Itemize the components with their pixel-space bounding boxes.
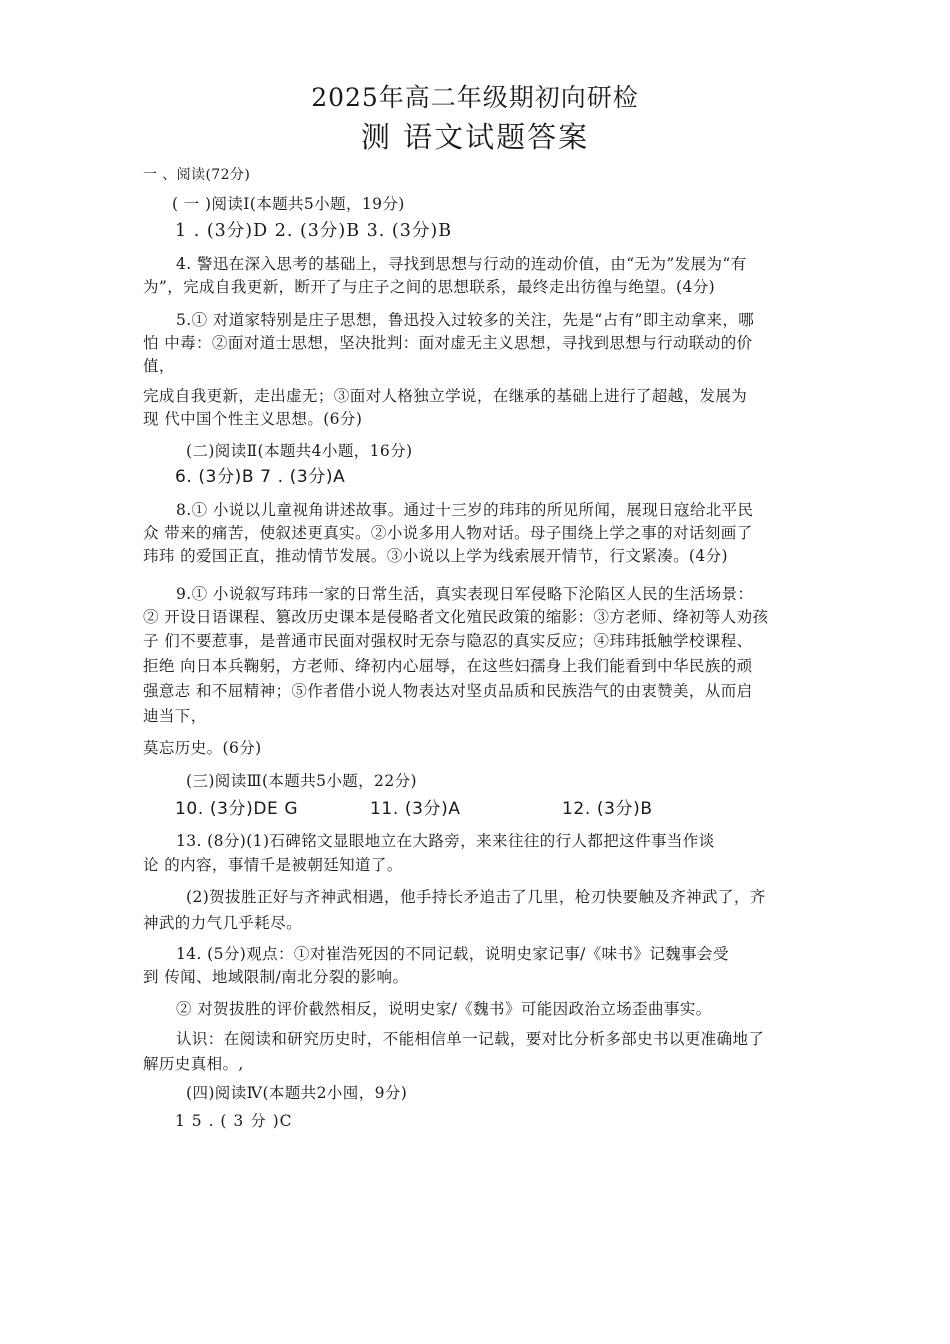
reading3-header: (三)阅读Ⅲ(本题共5小题，22分) — [186, 772, 417, 790]
q14-line-5: 解历史真相。, — [143, 1055, 244, 1073]
q8-line-1: 8.① 小说以儿童视角讲述故事。通过十三岁的玮玮的所见所闻，展现日寇给北平民 — [176, 501, 754, 519]
q13-line-3: (2)贺拔胜正好与齐神武相遇，他手持长矛追击了几里，枪刃快要触及齐神武了，齐 — [186, 888, 766, 906]
reading4-header: (四)阅读Ⅳ(本题共2小囤，9分) — [186, 1084, 408, 1102]
q13-line-2: 论 的内容，事情千是被朝廷知道了。 — [143, 856, 403, 874]
reading4-answers: 1 5 . ( 3 分 )C — [175, 1112, 293, 1130]
section-heading-reading: 一 、阅读(72分) — [143, 167, 251, 183]
q8-line-2: 众 带来的痛苦，使叙述更真实。②小说多用人物对话。母子围绕上学之事的对话刻画了 — [143, 524, 753, 542]
page-title-line-2: 测 语文试题答案 — [360, 120, 590, 154]
q8-line-3: 玮玮 的爱国正直，推动情节发展。③小说以上学为线索展开情节，行文紧凑。(4分) — [143, 547, 728, 565]
q9-line-6: 迪当下， — [143, 707, 207, 725]
q9-line-5: 强意志 和不屈精神；⑤作者借小说人物表达对坚贞品质和民族浩气的由衷赞美，从而启 — [143, 682, 753, 700]
reading2-answers: 6. (3分)B 7 . (3分)A — [175, 467, 346, 487]
q5-line-1: 5.① 对道家特别是庄子思想，鲁迅投入过较多的关注，先是“占有”即主动拿来，哪 — [176, 311, 755, 329]
reading2-header: (二)阅读Ⅱ(本题共4小题，16分) — [186, 442, 413, 460]
page-title-line-1: 2025年高二年级期初向研检 — [311, 83, 639, 112]
q9-line-2: ② 开设日语课程、篡改历史课本是侵略者文化殖民政策的缩影：③方老师、绛初等人劝孩 — [143, 608, 769, 626]
q9-line-7: 莫忘历史。(6分) — [143, 739, 262, 757]
q5-line-5: 现 代中国个性主义思想。(6分) — [143, 410, 363, 428]
reading1-header: ( 一 )阅读Ⅰ(本题共5小题，19分) — [172, 195, 405, 213]
q14-line-3: ② 对贺拔胜的评价截然相反，说明史家/《魏书》可能因政治立场歪曲事实。 — [176, 1000, 712, 1018]
q5-line-3: 值， — [143, 357, 175, 375]
q14-line-4: 认识：在阅读和研究历史时，不能相信单一记载，要对比分析多部史书以更准确地了 — [176, 1030, 765, 1048]
reading3-answer-10: 10. (3分)DE G — [175, 799, 299, 819]
q9-line-1: 9.① 小说叙写玮玮一家的日常生活，真实表现日军侵略下沦陷区人民的生活场景： — [176, 585, 754, 603]
q13-line-4: 神武的力气几乎耗尽。 — [143, 914, 303, 932]
q5-line-4: 完成自我更新，走出虚无；③面对人格独立学说，在继承的基础上进行了超越，发展为 — [143, 387, 748, 405]
reading1-answers: 1 . (3分)D 2. (3分)B 3. (3分)B — [175, 221, 453, 241]
reading3-answer-11: 11. (3分)A — [370, 799, 461, 819]
q9-line-4: 拒绝 向日本兵鞠躬，方老师、绛初内心屈辱，在这些妇孺身上我们能看到中华民族的顽 — [143, 657, 753, 675]
q9-line-3: 子 们不要惹事，是普通市民面对强权时无奈与隐忍的真实反应；④玮玮抵触学校课程、 — [143, 632, 753, 650]
q5-line-2: 怕 中毒：②面对道士思想，坚决批判：面对虚无主义思想，寻找到思想与行动联动的价 — [143, 334, 753, 352]
q13-line-1: 13. (8分)(1)石碑铭文显眼地立在大路旁，来来往往的行人都把这件事当作谈 — [176, 832, 715, 850]
q4-line-2: 为”，完成自我更新，断开了与庄子之间的思想联系，最终走出彷徨与绝望。(4分) — [143, 278, 716, 296]
reading3-answer-12: 12. (3分)B — [562, 799, 653, 819]
q14-line-1: 14. (5分)观点：①对崔浩死因的不同记载，说明史家记事/《味书》记魏事会受 — [176, 945, 729, 963]
q4-line-1: 4. 警迅在深入思考的基础上，寻找到思想与行动的连动价值，由“无为”发展为“有 — [176, 255, 747, 273]
q14-line-2: 到 传闻、地域限制/南北分裂的影响。 — [143, 968, 409, 986]
